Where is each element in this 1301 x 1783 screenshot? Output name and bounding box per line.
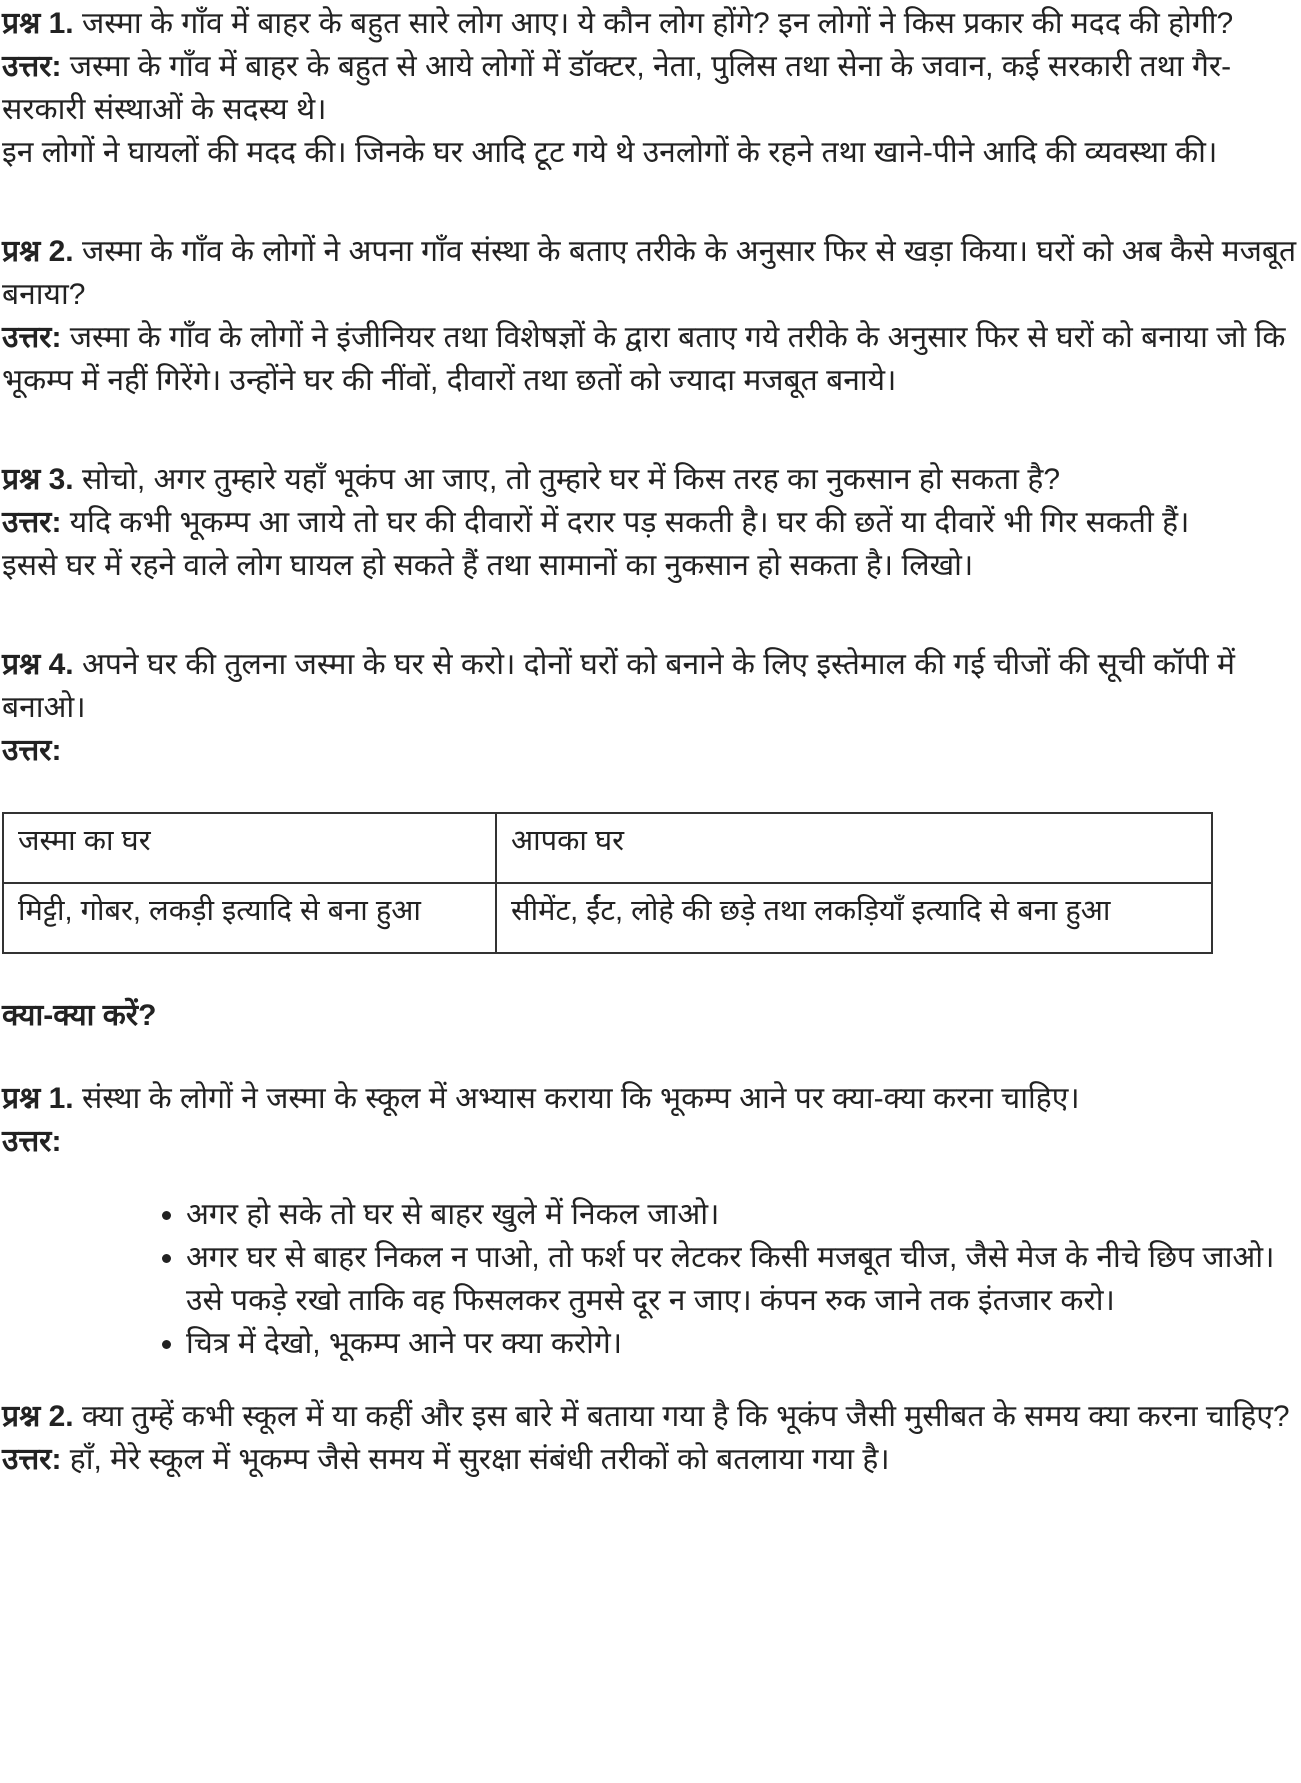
question-label: प्रश्न 1. [2, 7, 74, 40]
table-header-row [3, 813, 1212, 883]
question-block-3 [2, 458, 1301, 587]
question-text: संस्था के लोगों ने जस्मा के स्कूल में अभ्यास कराया कि भूकम्प आने पर क्या-क्या करना चाहिए। [73, 1082, 1080, 1115]
answer [2, 729, 1301, 772]
question-label: प्रश्न 1. [2, 1082, 74, 1115]
answer [2, 1438, 1301, 1481]
table-header-cell: आपका घर [496, 813, 1212, 883]
answer-text: जस्मा के गाँव में बाहर के बहुत से आये लोगों में डॉक्टर, नेता, पुलिस तथा सेना के जवान, कई सरकारी तथा गैर-सरकारी संस्थाओं के सदस्य थे। [2, 50, 1232, 126]
table-cell: सीमेंट, ईंट, लोहे की छड़े तथा लकड़ियाँ इत्यादि से बना हुआ [496, 883, 1212, 953]
question-text: अपने घर की तुलना जस्मा के घर से करो। दोनों घरों को बनाने के लिए इस्तेमाल की गई चीजों की सूची कॉपी में बनाओ। [2, 648, 1235, 724]
answer [2, 501, 1301, 544]
activity-question-1 [2, 1077, 1301, 1365]
question-text: क्या तुम्हें कभी स्कूल में या कहीं और इस बारे में बताया गया है कि भूकंप जैसी मुसीबत के समय क्या करना चाहिए? [73, 1400, 1290, 1433]
answer-bullet-list [2, 1193, 1301, 1365]
answer-label: उत्तर: [2, 1125, 62, 1158]
question-label: प्रश्न 3. [2, 463, 74, 496]
section-title: क्या-क्या करें? [2, 999, 157, 1032]
question-block-1 [2, 2, 1301, 174]
question [2, 2, 1301, 45]
question [2, 1077, 1301, 1120]
question-block-2 [2, 230, 1301, 402]
question-label: प्रश्न 2. [2, 235, 74, 268]
answer-label: उत्तर: [2, 734, 62, 767]
answer [2, 316, 1301, 402]
answer-text: यदि कभी भूकम्प आ जाये तो घर की दीवारों में दरार पड़ सकती है। घर की छतें या दीवारें भी गिर सकती हैं। [61, 506, 1190, 539]
answer-text: इससे घर में रहने वाले लोग घायल हो सकते हैं तथा सामानों का नुकसान हो सकता है। लिखो। [2, 549, 974, 582]
activity-question-2 [2, 1395, 1301, 1481]
question-text: जस्मा के गाँव के लोगों ने अपना गाँव संस्था के बताए तरीके के अनुसार फिर से खड़ा किया। घरों को अब कैसे मजबूत बनाया? [2, 235, 1297, 311]
answer-label: उत्तर: [2, 50, 62, 83]
question [2, 1395, 1301, 1438]
table-header-cell: जस्मा का घर [3, 813, 496, 883]
answer [2, 45, 1301, 131]
question-block-4 [2, 643, 1301, 772]
answer-label: उत्तर: [2, 321, 62, 354]
question-label: प्रश्न 4. [2, 648, 74, 681]
question-text: जस्मा के गाँव में बाहर के बहुत सारे लोग आए। ये कौन लोग होंगे? इन लोगों ने किस प्रकार की मदद की होगी? [73, 7, 1234, 40]
question-text: सोचो, अगर तुम्हारे यहाँ भूकंप आ जाए, तो तुम्हारे घर में किस तरह का नुकसान हो सकता है? [73, 463, 1061, 496]
list-item: • अगर घर से बाहर निकल न पाओ, तो फर्श पर लेटकर किसी मजबूत चीज, जैसे मेज के नीचे छिप जाओ। उसे पकड़े रखो ताकि वह फिसलकर तुमसे दूर न जाए। कंपन रुक जाने तक इंतजार करो। [186, 1236, 1301, 1322]
list-item: • अगर हो सके तो घर से बाहर खुले में निकल जाओ। [186, 1193, 1301, 1236]
table-cell: मिट्टी, गोबर, लकड़ी इत्यादि से बना हुआ [3, 883, 496, 953]
question [2, 230, 1301, 316]
answer-label: उत्तर: [2, 506, 62, 539]
question-label: प्रश्न 2. [2, 1400, 74, 1433]
answer-text: इन लोगों ने घायलों की मदद की। जिनके घर आदि टूट गये थे उनलोगों के रहने तथा खाने-पीने आदि की व्यवस्था की। [2, 136, 1218, 169]
answer-label: उत्तर: [2, 1443, 62, 1476]
comparison-table [2, 812, 1213, 954]
list-item: • चित्र में देखो, भूकम्प आने पर क्या करोगे। [186, 1322, 1301, 1365]
question [2, 458, 1301, 501]
table-row [3, 883, 1212, 953]
answer-text: जस्मा के गाँव के लोगों ने इंजीनियर तथा विशेषज्ञों के द्वारा बताए गये तरीके के अनुसार फिर से घरों को बनाया जो कि भूकम्प में नहीं गिरेंगे। उन्होंने घर की नींवों, दीवारों तथा छतों को ज्यादा मजबूत बनाये। [2, 321, 1286, 397]
question [2, 643, 1301, 729]
answer-text: हाँ, मेरे स्कूल में भूकम्प जैसे समय में सुरक्षा संबंधी तरीकों को बतलाया गया है। [61, 1443, 890, 1476]
answer [2, 1120, 1301, 1163]
